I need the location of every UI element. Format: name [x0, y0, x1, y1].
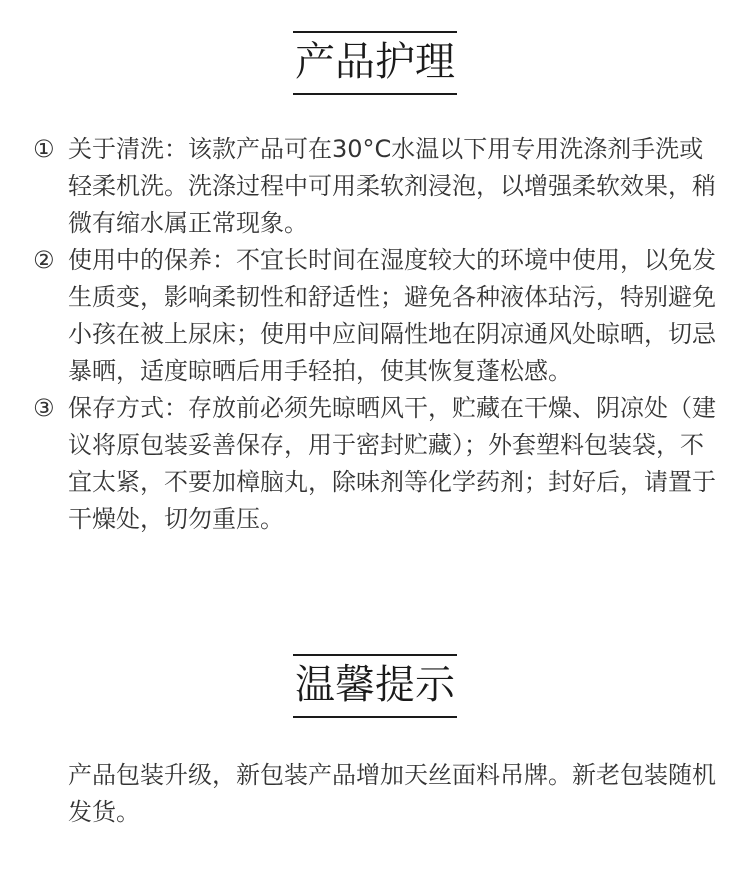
care-item-text: 关于清洗：该款产品可在30°C水温以下用专用洗涤剂手洗或轻柔机洗。洗涤过程中可用柔软剂浸泡，以增强柔软效果，稍微有缩水属正常现象。 [68, 135, 716, 237]
care-instructions-list [33, 131, 723, 538]
care-item-washing [33, 131, 723, 242]
tips-section-heading [0, 654, 750, 718]
care-section-heading [0, 31, 750, 95]
tips-section-title: 温馨提示 [293, 654, 457, 718]
care-item-text: 使用中的保养：不宜长时间在湿度较大的环境中使用，以免发生质变，影响柔韧性和舒适性；避免各种液体玷污，特别避免小孩在被上尿床；使用中应间隔性地在阴凉通风处晾晒，切忌暴晒，适度晾晒后用手轻拍，使其恢复蓬松感。 [68, 246, 716, 385]
care-item-number: ② [33, 246, 55, 274]
care-section-title: 产品护理 [293, 31, 457, 95]
care-item-number: ① [33, 135, 55, 163]
care-item-number: ③ [33, 394, 55, 422]
care-item-storage [33, 390, 723, 538]
care-item-maintenance [33, 242, 723, 390]
care-item-text: 保存方式：存放前必须先晾晒风干，贮藏在干燥、阴凉处（建议将原包装妥善保存，用于密封贮藏）；外套塑料包装袋，不宜太紧，不要加樟脑丸，除味剂等化学药剂；封好后，请置于干燥处，切勿重压。 [68, 394, 716, 533]
tips-text: 产品包装升级，新包装产品增加天丝面料吊牌。新老包装随机发货。 [68, 761, 716, 826]
